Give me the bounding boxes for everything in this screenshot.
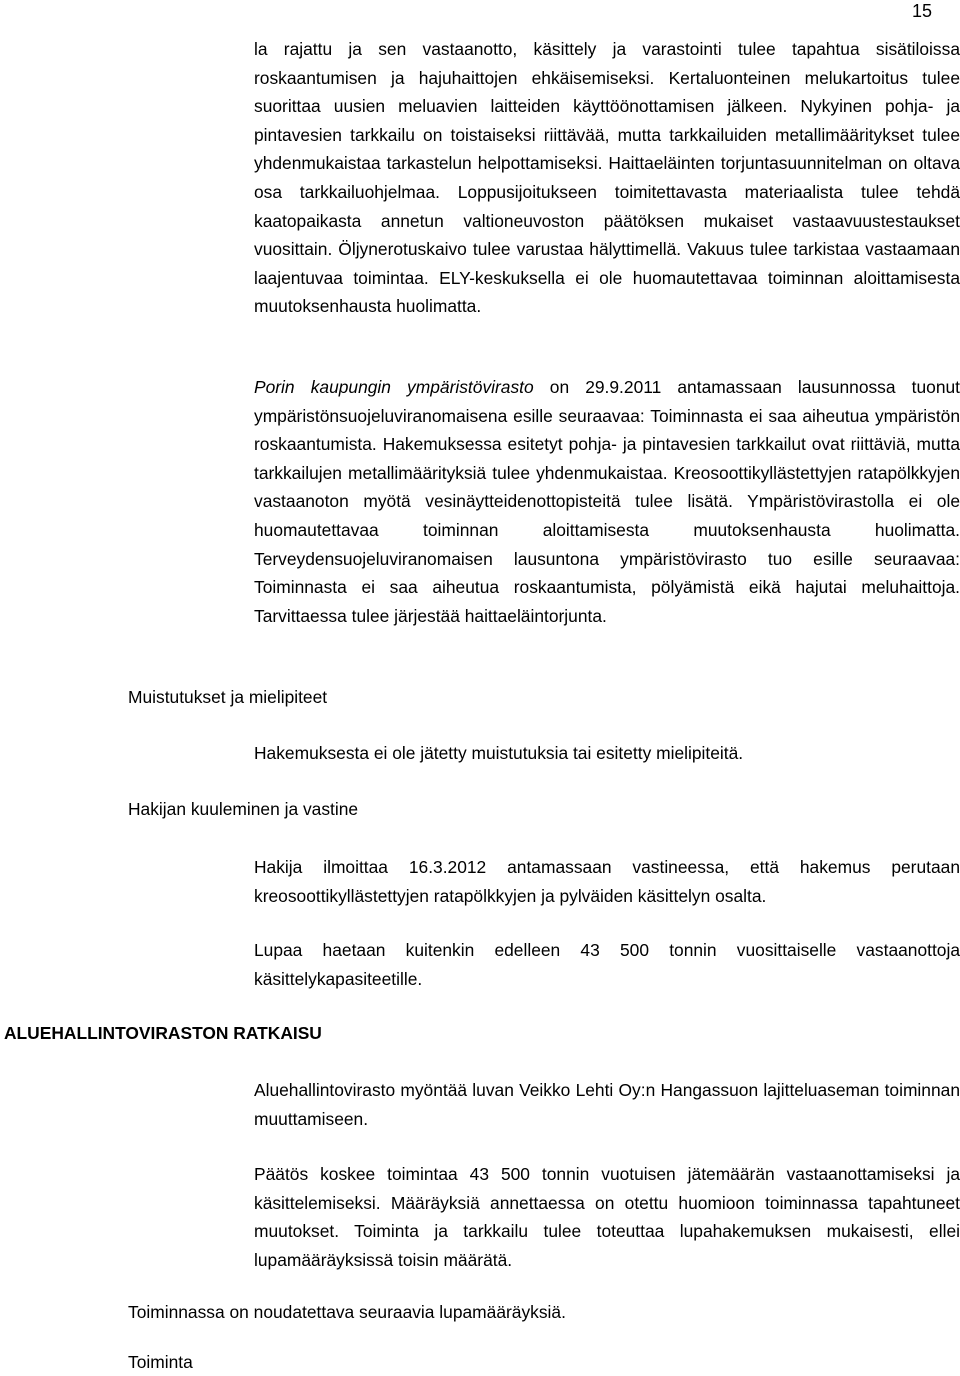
page-number: 15	[912, 1, 933, 21]
ratkaisu-paragraph-1: Aluehallintovirasto myöntää luvan Veikko Lehti Oy:n Hangassuon lajitteluaseman toiminnan muuttamiseen.	[254, 1080, 960, 1129]
muistutukset-text: Hakemuksesta ei ole jätetty muistutuksia tai esitetty mielipiteitä.	[254, 743, 744, 763]
muistutukset-heading: Muistutukset ja mielipiteet	[128, 687, 328, 707]
ratkaisu-heading: ALUEHALLINTOVIRASTON RATKAISU	[4, 1023, 322, 1043]
conditions-intro: Toiminnassa on noudatettava seuraavia lupamääräyksiä.	[128, 1302, 566, 1322]
pori-statement-paragraph	[254, 373, 960, 630]
kuuleminen-heading: Hakijan kuuleminen ja vastine	[128, 799, 359, 819]
intro-paragraph: la rajattu ja sen vastaanotto, käsittely ja varastointi tulee tapahtua sisätiloissa roskaantumisen ja hajuhaittojen ehkäisemiseksi. Kertaluonteinen melukartoitus tulee suorittaa uusien meluavien laitteiden käyttöönottamisen jälkeen. Nykyinen pohja- ja pintavesien tarkkailu on toistaiseksi riittävää, mutta tarkkailuiden metallimääritykset tulee yhdenmukaistaa tarkastelun helpottamiseksi. Haittaeläinten torjuntasuunnitelman on oltava osa tarkkailuohjelmaa. Loppusijoitukseen toimitettavasta materiaalista tulee tehdä kaatopaikasta annetun valtioneuvoston päätöksen mukaiset vastaavuustestaukset vuosittain. Öljynerotuskaivo tulee varustaa hälyttimellä. Vakuus tulee tarkistaa vastaamaan laajentuvaa toimintaa. ELY-keskuksella ei ole huomautettavaa toiminnan aloittamisesta muutoksenhausta huolimatta.	[254, 39, 960, 317]
ratkaisu-paragraph-2: Päätös koskee toimintaa 43 500 tonnin vuotuisen jätemäärän vastaanottamiseksi ja käsittelemiseksi. Määräyksiä annettaessa on otettu huomioon toiminnassa tapahtuneet muutokset. Toiminta ja tarkkailu tulee toteuttaa lupahakemuksen mukaisesti, ellei lupamääräyksissä toisin määrätä.	[254, 1164, 960, 1270]
toiminta-heading: Toiminta	[128, 1352, 193, 1372]
pori-statement-text: on 29.9.2011 antamassaan lausunnossa tuonut ympäristönsuojeluviranomaisena esille seuraavaa: Toiminnasta ei saa aiheutua ympäristön roskaantumista. Hakemuksessa esitetyt pohja- ja pintavesien tarkkailut ovat riittäviä, mutta tarkkailujen metallimäärityksiä tulee yhdenmukaistaa. Kreosoottikyllästettyjen ratapölkkyjen vastaanoton myötä vesinäytteidenottopisteitä tulee lisätä. Ympäristövirastolla ei ole huomautettavaa toiminnan aloittamisesta muutoksenhausta huolimatta. Terveydensuojeluviranomaisen lausuntona ympäristövirasto tuo esille seuraavaa: Toiminnasta ei saa aiheutua roskaantumista, pölyämistä eikä hajutai meluhaittoja. Tarvittaessa tulee järjestää haittaeläintorjunta.	[254, 377, 960, 626]
kuuleminen-paragraph-2: Lupaa haetaan kuitenkin edelleen 43 500 tonnin vuosittaiselle vastaanottoja käsittelykapasiteetille.	[254, 940, 960, 989]
pori-authority-name: Porin kaupungin ympäristövirasto	[254, 377, 534, 397]
kuuleminen-paragraph-1: Hakija ilmoittaa 16.3.2012 antamassaan vastineessa, että hakemus perutaan kreosoottikyllästettyjen ratapölkkyjen ja pylväiden käsittelyn osalta.	[254, 857, 960, 906]
